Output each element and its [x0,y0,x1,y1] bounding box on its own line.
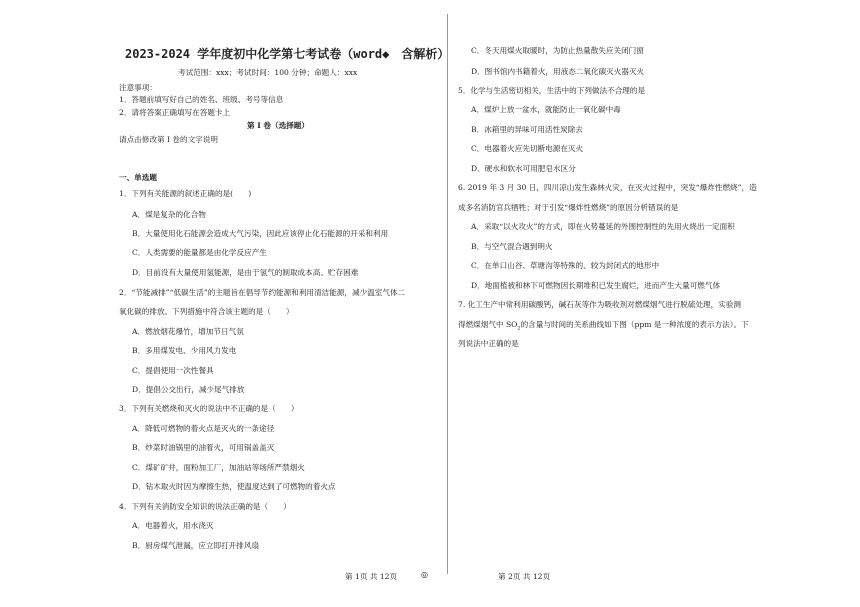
q6-option-a: A．采取“以火攻火”的方式，即在火势蔓延的外围控制性的先用火烧出一定面积 [471,222,735,231]
question-3: 3．下列有关燃烧和灭火的说法中不正确的是（ ） [119,404,299,413]
q6-option-c: C．在单口山谷、草塘沟等特殊的、较为封闭式的地形中 [471,261,660,270]
q6-option-b: B．与空气混合遇到明火 [471,242,553,251]
question-7-line-2 [458,320,749,334]
q2-option-a: A．燃放烟花爆竹，增加节日气氛 [132,327,244,336]
question-1: 1．下列有关能源的叙述正确的是( ) [119,189,252,198]
section-title: 第 I 卷（选择题） [247,121,309,130]
question-7-line-3: 列说法中正确的是 [458,339,519,348]
section-note: 请点击修改第 I 卷的文字说明 [119,135,218,144]
q3-option-d: D．钻木取火时因为摩擦生热，使温度达到了可燃物的着火点 [132,482,336,491]
q5-option-d: D．硬水和软水可用肥皂水区分 [471,164,576,173]
column-divider [447,14,448,574]
notice-item-2: 2．请将答案正确填写在答题卡上 [119,108,231,117]
q3-option-b: B．炒菜时油锅里的油着火，可用锅盖盖灭 [132,443,275,452]
q3-option-c: C．煤矿矿井，面粉加工厂，加油站等场所严禁烟火 [132,463,305,472]
q2-option-c: C．提倡使用一次性餐具 [132,366,214,375]
notice-title: 注意事项： [119,83,157,92]
q4-option-b: B．厨房煤气泄漏，应立即打开排风扇 [132,541,260,550]
part-title: 一、单选题 [119,173,157,182]
q6-option-d: D．地面植被和林下可燃物因长期堆积已发生腐烂，进而产生大量可燃气体 [471,281,721,290]
question-6-line-2: 成多名消防官兵牺牲；对于引发“爆炸性燃烧”的原因分析错误的是 [458,203,679,212]
question-7-line-1: 7. 化工生产中常利用碳酸钙，碱石灰等作为吸收剂对燃煤烟气进行脱硫处理，实验测 [458,300,742,309]
binding-circle-icon: ◎ [421,570,428,579]
question-4: 4．下列有关消防安全知识的说法正确的是（ ） [119,502,291,511]
q1-option-b: B．大量使用化石能源会造成大气污染，因此应该停止化石能源的开采和利用 [132,229,389,238]
q1-option-a: A．煤是复杂的化合物 [132,210,206,219]
q7-subscript: 2 [517,325,521,332]
page-number-right: 第 2页 共 12页 [498,572,551,581]
q1-option-d: D．目前没有大量使用氢能源，是由于氢气的制取成本高、贮存困难 [132,268,359,277]
exam-info: 考试范围：xxx；考试时间：100 分钟；命题人：xxx [178,68,358,77]
question-2-line-2: 氧化碳的排放。下列措施中符合该主题的是（ ） [119,307,294,316]
q5-option-a: A．煤炉上放一盆水，就能防止一氧化碳中毒 [471,105,621,114]
q4-option-d: D．图书馆内书籍着火，用液态二氧化碳灭火器灭火 [471,67,645,76]
notice-item-1: 1．答题前填写好自己的姓名、班级、考号等信息 [119,95,284,104]
q2-option-d: D．提倡公交出行，减少尾气排放 [132,385,245,394]
exam-title: 2023-2024 学年度初中化学第七考试卷（word◆ 含解析） [125,47,450,61]
q3-option-a: A．降低可燃物的着火点是灭火的一条途径 [132,424,275,433]
page-number-left: 第 1页 共 12页 [345,572,398,581]
question-6-line-1: 6. 2019 年 3 月 30 日，四川凉山发生森林火灾，在灭火过程中，突发“爆炸性燃烧”，造 [458,183,757,192]
question-2-line-1: 2．“节能减排”“低碳生活”的主题旨在倡导节约能源和利用清洁能源，减少温室气体二 [119,288,406,297]
q7-text-a: 得燃煤烟气中 SO [458,320,518,329]
q7-text-b: 的含量与时间的关系曲线如下图（ppm 是一种浓度的表示方法）。下 [520,320,749,329]
q4-option-a: A．电器着火，用水浇灭 [132,521,214,530]
q5-option-c: C．电器着火应先切断电源在灭火 [471,144,584,153]
q4-option-c: C．冬天用煤火取暖时，为防止热量散失应关闭门窗 [471,46,644,55]
question-5: 5．化学与生活密切相关，生活中的下列做法不合理的是 [458,86,646,95]
q2-option-b: B．多用煤发电、少用风力发电 [132,346,237,355]
q1-option-c: C．人类需要的能量都是由化学反应产生 [132,248,267,257]
q5-option-b: B．冰箱里的异味可用活性炭除去 [471,125,583,134]
